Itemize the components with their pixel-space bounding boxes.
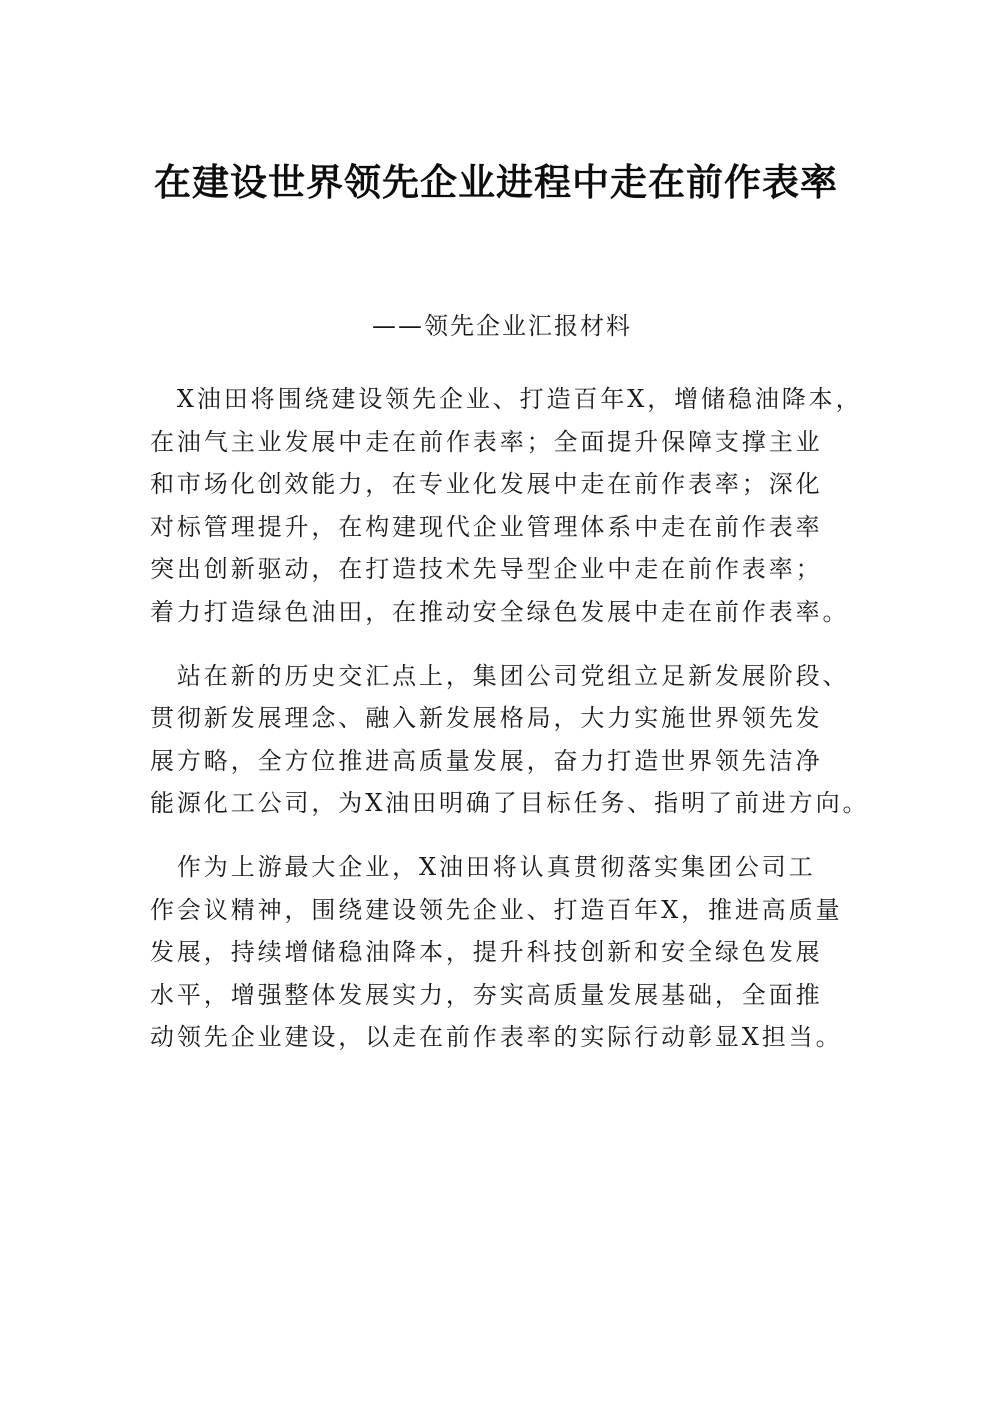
paragraph-line: 作会议精神，围绕建设领先企业、打造百年X，推进高质量 — [150, 895, 843, 924]
paragraph-line: 动领先企业建设，以走在前作表率的实际行动彰显X担当。 — [150, 1023, 843, 1052]
document-title: 在建设世界领先企业进程中走在前作表率 — [154, 160, 838, 204]
paragraph-line: 能源化工公司，为X油田明确了目标任务、指明了前进方向。 — [150, 789, 870, 818]
paragraph-3 — [150, 846, 850, 1059]
paragraph-line: 在油气主业发展中走在前作表率；全面提升保障支撑主业 — [150, 427, 823, 456]
document-body — [150, 378, 870, 1080]
document-subtitle: ——领先企业汇报材料 — [372, 312, 632, 340]
paragraph-line: 突出创新驱动，在打造技术先导型企业中走在前作表率； — [150, 555, 823, 584]
paragraph-1 — [150, 378, 863, 634]
paragraph-line: 作为上游最大企业，X油田将认真贯彻落实集团公司工 — [150, 852, 816, 881]
paragraph-line: 贯彻新发展理念、融入新发展格局，大力实施世界领先发 — [150, 704, 823, 733]
paragraph-line: 展方略，全方位推进高质量发展，奋力打造世界领先洁净 — [150, 746, 823, 775]
paragraph-line: 对标管理提升，在构建现代企业管理体系中走在前作表率 — [150, 512, 823, 541]
paragraph-2 — [150, 655, 870, 825]
paragraph-line: 和市场化创效能力，在专业化发展中走在前作表率；深化 — [150, 470, 823, 499]
paragraph-line: 着力打造绿色油田，在推动安全绿色发展中走在前作表率。 — [150, 597, 850, 626]
paragraph-line: X油田将围绕建设领先企业、打造百年X，增储稳油降本， — [150, 385, 863, 413]
paragraph-line: 水平，增强整体发展实力，夯实高质量发展基础，全面推 — [150, 980, 823, 1009]
paragraph-line: 发展，持续增储稳油降本，提升科技创新和安全绿色发展 — [150, 938, 823, 967]
paragraph-line: 站在新的历史交汇点上，集团公司党组立足新发展阶段、 — [150, 661, 850, 690]
